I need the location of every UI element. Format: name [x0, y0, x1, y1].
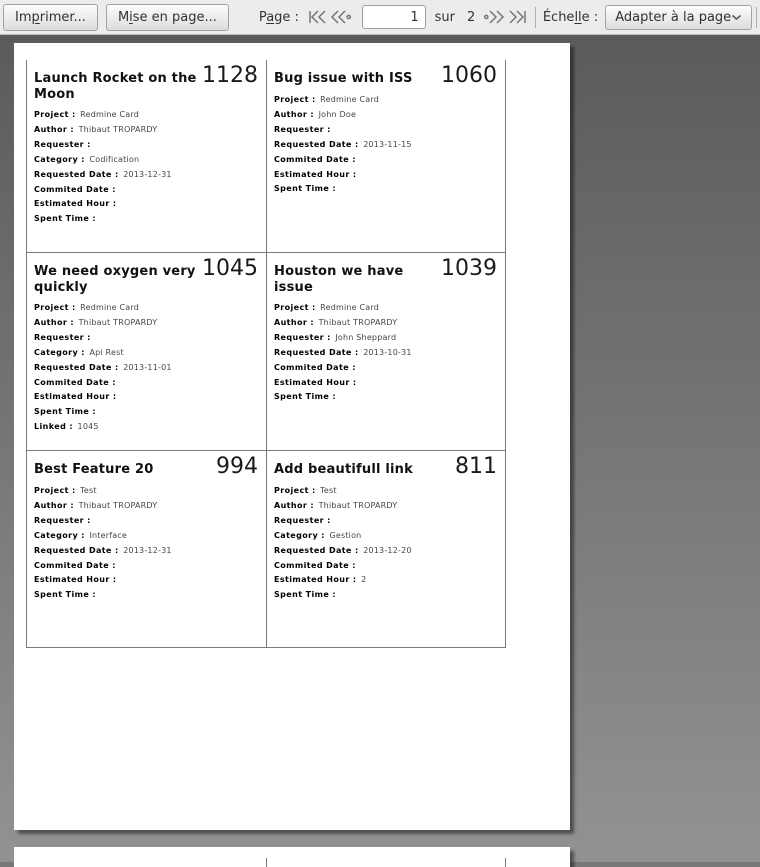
- field-label: Spent Time :: [34, 590, 96, 600]
- field-label: Requester :: [274, 124, 331, 134]
- field-label: Commited Date :: [34, 377, 116, 387]
- page-setup-mnemonic: i: [129, 9, 133, 25]
- field-value: Thibaut TROPARDY: [78, 317, 158, 327]
- field-label: Spent Time :: [34, 214, 96, 224]
- field-label: Requested Date :: [34, 169, 119, 179]
- field-label: Estimated Hour :: [274, 377, 357, 387]
- field-value: 2013-12-20: [363, 545, 412, 555]
- field-label: Requester :: [274, 332, 331, 342]
- card-field: [34, 573, 258, 588]
- card-title: Best Feature 20: [34, 462, 154, 477]
- card-field: [34, 212, 258, 227]
- field-label: Spent Time :: [274, 184, 336, 194]
- card-fields: [34, 301, 258, 435]
- card-fields: [274, 301, 497, 405]
- go-last-icon: [507, 10, 527, 24]
- field-value: John Doe: [318, 109, 357, 119]
- card: [267, 253, 506, 451]
- chevron-down-icon: [731, 14, 742, 21]
- scale-label-mnemonic: ll: [574, 9, 582, 25]
- field-label: Spent Time :: [274, 392, 336, 402]
- next-page-button[interactable]: [483, 4, 505, 31]
- card-header: [274, 63, 497, 88]
- card-number: 811: [455, 454, 497, 479]
- field-label: Requester :: [274, 515, 331, 525]
- print-button-label: Im: [15, 9, 32, 25]
- page2-grid-line: [505, 858, 506, 867]
- card-field: [34, 559, 258, 574]
- scale-label: [543, 10, 598, 25]
- field-label: Author :: [274, 109, 315, 119]
- card: [267, 60, 506, 253]
- page-label: [259, 10, 299, 25]
- field-value: Api Rest: [89, 347, 124, 357]
- card-field: [274, 544, 497, 559]
- card: [27, 451, 267, 648]
- field-label: Commited Date :: [274, 154, 356, 164]
- card-field: [274, 588, 497, 603]
- field-value: 2013-11-01: [123, 362, 172, 372]
- card-number: 1128: [202, 63, 258, 88]
- field-label: Estimated Hour :: [34, 575, 117, 585]
- field-label: Project :: [34, 486, 76, 495]
- field-label: Category :: [34, 530, 85, 540]
- field-value: Redmine Card: [320, 95, 380, 104]
- print-button[interactable]: [3, 4, 98, 31]
- scale-select[interactable]: [605, 5, 752, 30]
- field-label: Category :: [34, 154, 85, 164]
- card-field: [274, 573, 497, 588]
- field-value: Thibaut TROPARDY: [318, 500, 398, 510]
- card-field: [34, 361, 258, 376]
- card-fields: [274, 93, 497, 197]
- card-field: [274, 346, 497, 361]
- card-field: [34, 405, 258, 420]
- field-label: Requested Date :: [34, 362, 119, 372]
- card-number: 1039: [441, 256, 497, 281]
- field-value: 2013-12-31: [123, 545, 172, 555]
- field-label: Requested Date :: [274, 347, 359, 357]
- field-label: Category :: [34, 347, 85, 357]
- page-setup-label-rest: se en page...: [132, 9, 217, 25]
- field-value: Thibaut TROPARDY: [78, 500, 158, 510]
- card-field: [274, 138, 497, 153]
- go-previous-icon: [330, 10, 351, 24]
- field-value: John Sheppard: [335, 332, 397, 342]
- page-label-pre: P: [258, 9, 267, 25]
- card-field: [274, 153, 497, 168]
- card-header: [34, 454, 258, 479]
- card-title: We need oxygen very quickly: [34, 264, 196, 295]
- card-field: [274, 361, 497, 376]
- field-label: Requester :: [34, 332, 91, 342]
- scale-select-value: Adapter à la page: [615, 9, 732, 25]
- card-field: [274, 182, 497, 197]
- card-field: [34, 108, 258, 123]
- field-label: Commited Date :: [274, 362, 356, 372]
- last-page-button[interactable]: [506, 4, 528, 31]
- card: [27, 253, 267, 451]
- card-field: [274, 376, 497, 391]
- card-fields: [34, 108, 258, 227]
- card-fields: [274, 484, 497, 603]
- field-label: Requested Date :: [274, 545, 359, 555]
- card-field: [34, 183, 258, 198]
- first-page-button[interactable]: [307, 4, 329, 31]
- page-label-mnemonic: a: [266, 9, 275, 25]
- card-field: [274, 390, 497, 405]
- print-button-mnemonic: p: [31, 9, 40, 25]
- field-label: Estimated Hour :: [274, 575, 357, 585]
- print-button-label-rest: rimer...: [39, 9, 86, 25]
- card-field: [34, 499, 258, 514]
- card-title: Bug issue with ISS: [274, 71, 413, 86]
- card-field: [34, 390, 258, 405]
- field-label: Author :: [34, 500, 75, 510]
- card-field: [34, 168, 258, 183]
- scale-label-rest: e :: [581, 9, 599, 25]
- page-setup-label: M: [117, 9, 130, 25]
- card-field: [34, 138, 258, 153]
- field-label: Requester :: [34, 139, 91, 149]
- field-value: Interface: [89, 530, 128, 540]
- card-title: Houston we have issue: [274, 264, 404, 295]
- toolbar-separator: [535, 7, 536, 28]
- field-value: Test: [320, 486, 337, 495]
- card-field: [34, 123, 258, 138]
- card: [267, 451, 506, 648]
- card-field: [274, 499, 497, 514]
- card-fields: [34, 484, 258, 603]
- field-label: Author :: [274, 317, 315, 327]
- field-value: Thibaut TROPARDY: [318, 317, 398, 327]
- field-label: Requested Date :: [274, 139, 359, 149]
- card-number: 1060: [441, 63, 497, 88]
- field-label: Commited Date :: [34, 184, 116, 194]
- current-page-input[interactable]: [362, 5, 426, 29]
- field-value: 1045: [77, 422, 99, 432]
- field-label: Requester :: [34, 515, 91, 525]
- cards-grid: [26, 60, 506, 648]
- field-value: Redmine Card: [80, 110, 140, 119]
- card-field: [34, 420, 258, 435]
- field-value: Thibaut TROPARDY: [78, 124, 158, 134]
- card: [27, 60, 267, 253]
- card-field: [274, 108, 497, 123]
- field-label: Spent Time :: [274, 590, 336, 600]
- preview-page-1: [14, 43, 570, 830]
- card-header: [34, 256, 258, 296]
- field-label: Project :: [274, 486, 316, 495]
- field-label: Category :: [274, 530, 325, 540]
- card-field: [34, 544, 258, 559]
- card-number: 1045: [202, 256, 258, 281]
- field-value: 2013-12-31: [123, 169, 172, 179]
- field-value: 2: [361, 575, 367, 585]
- field-label: Project :: [274, 95, 316, 104]
- card-title: Launch Rocket on the Moon: [34, 71, 197, 102]
- print-preview-toolbar: [0, 0, 760, 35]
- field-label: Author :: [34, 124, 75, 134]
- preview-page-2: [14, 847, 570, 867]
- field-label: Commited Date :: [274, 560, 356, 570]
- scale-label-pre: Éche: [542, 9, 575, 25]
- field-label: Author :: [34, 317, 75, 327]
- card-field: [274, 529, 497, 544]
- card-title: Add beautifull link: [274, 462, 413, 477]
- field-label: Commited Date :: [34, 560, 116, 570]
- field-label: Estimated Hour :: [274, 169, 357, 179]
- card-field: [274, 93, 497, 108]
- card-field: [34, 301, 258, 316]
- go-next-icon: [484, 10, 505, 24]
- card-header: [34, 63, 258, 103]
- card-field: [274, 168, 497, 183]
- field-label: Estimated Hour :: [34, 199, 117, 209]
- card-field: [34, 153, 258, 168]
- pages-of-label: sur: [434, 9, 455, 25]
- card-field: [274, 316, 497, 331]
- field-label: Author :: [274, 500, 315, 510]
- card-field: [274, 559, 497, 574]
- field-value: 2013-10-31: [363, 347, 412, 357]
- card-field: [34, 346, 258, 361]
- card-field: [274, 301, 497, 316]
- field-value: Codification: [89, 154, 140, 164]
- page-setup-button[interactable]: [106, 4, 229, 31]
- field-value: Test: [80, 486, 97, 495]
- card-field: [274, 484, 497, 499]
- card-field: [274, 331, 497, 346]
- field-label: Project :: [274, 303, 316, 312]
- field-label: Linked :: [34, 422, 73, 432]
- field-value: Redmine Card: [320, 303, 380, 312]
- card-field: [34, 514, 258, 529]
- field-label: Project :: [34, 303, 76, 312]
- field-value: 2013-11-15: [363, 139, 412, 149]
- go-first-icon: [308, 10, 328, 24]
- total-pages-value: 2: [467, 9, 476, 25]
- card-header: [274, 454, 497, 479]
- card-field: [34, 197, 258, 212]
- card-field: [34, 376, 258, 391]
- previous-page-button[interactable]: [329, 4, 351, 31]
- card-field: [34, 316, 258, 331]
- page2-grid-line: [266, 858, 267, 867]
- preview-area: [0, 35, 760, 862]
- card-header: [274, 256, 497, 296]
- card-field: [34, 484, 258, 499]
- page-label-rest: ge :: [274, 9, 299, 25]
- card-field: [34, 529, 258, 544]
- card-field: [34, 588, 258, 603]
- card-number: 994: [216, 454, 258, 479]
- field-value: Gestion: [329, 530, 362, 540]
- field-label: Spent Time :: [34, 407, 96, 417]
- field-label: Requested Date :: [34, 545, 119, 555]
- toolbar-separator-end: [756, 7, 757, 28]
- field-label: Project :: [34, 110, 76, 119]
- field-label: Estimated Hour :: [34, 392, 117, 402]
- card-field: [34, 331, 258, 346]
- card-field: [274, 514, 497, 529]
- card-field: [274, 123, 497, 138]
- field-value: Redmine Card: [80, 303, 140, 312]
